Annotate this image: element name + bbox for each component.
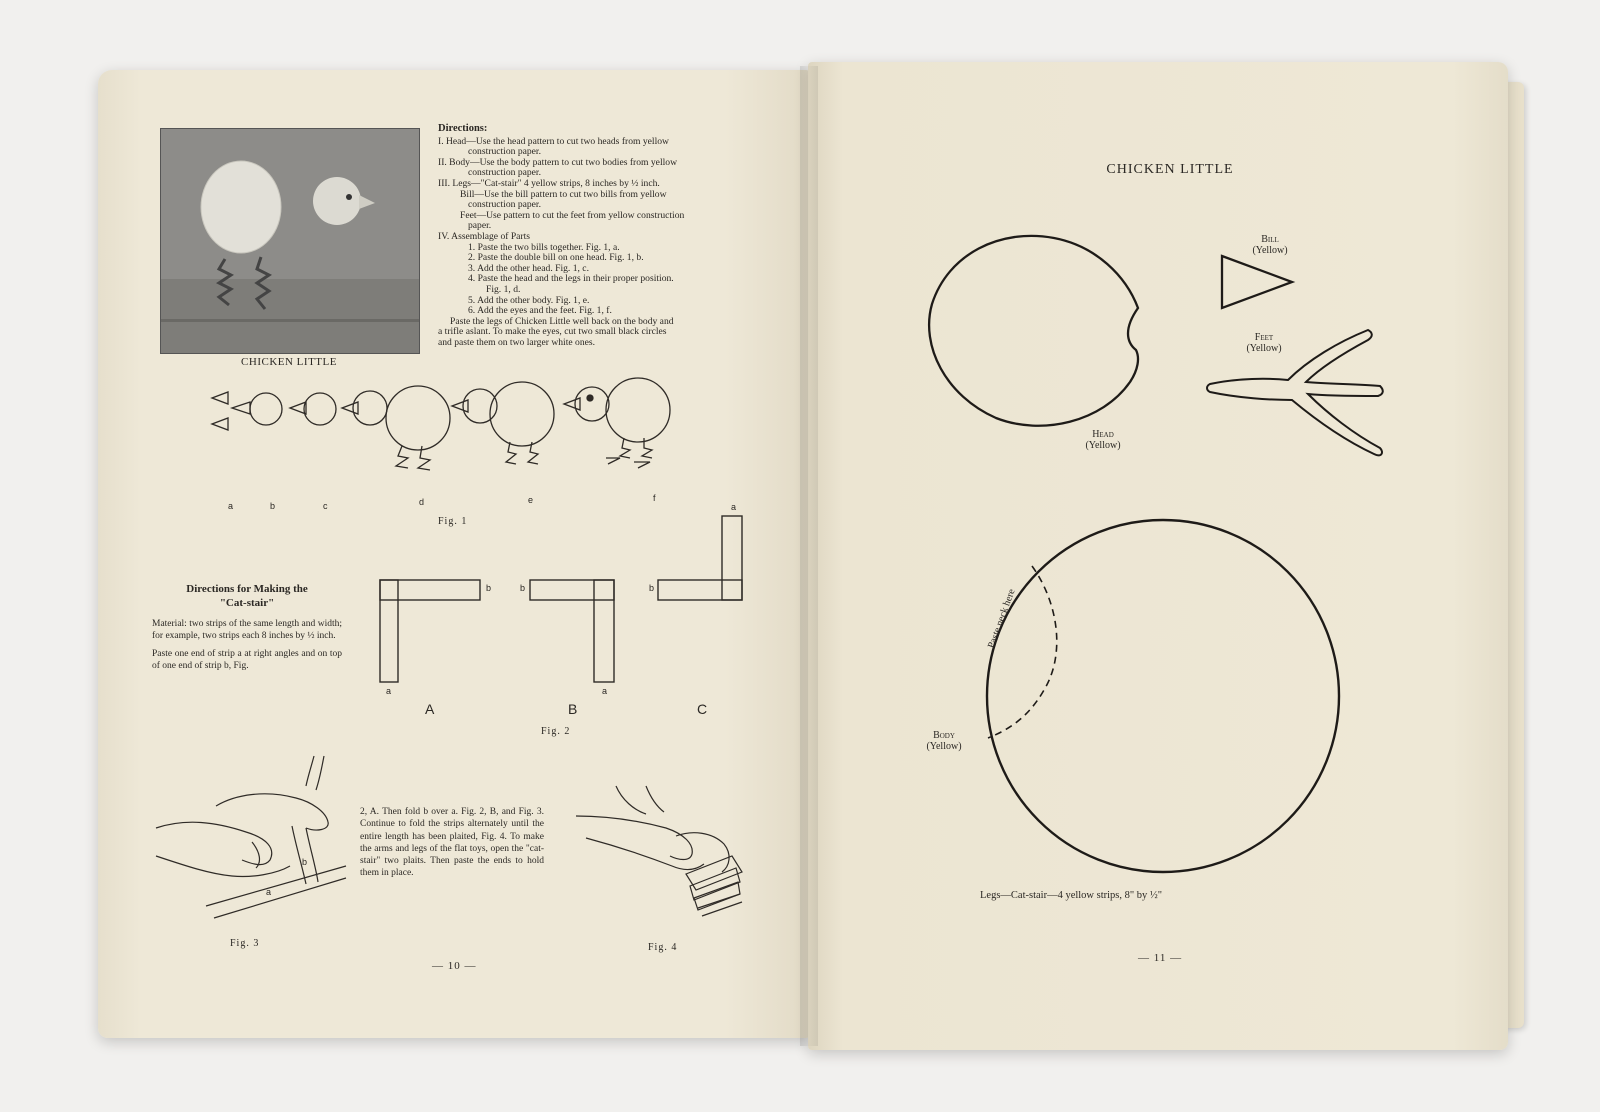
photo-caption: CHICKEN LITTLE [241, 356, 337, 368]
body-color: (Yellow) [926, 741, 962, 752]
directions-line: Bill—Use the bill pattern to cut two bills from yellow [460, 188, 667, 200]
directions-line: 1. Paste the two bills together. Fig. 1, a. [468, 241, 620, 253]
fig2-b-end-a: a [602, 686, 608, 696]
page-number-right: — 11 — [1138, 952, 1183, 964]
directions-block [438, 124, 748, 348]
fig2-panel-c-label: C [697, 701, 708, 717]
bill-name: Bill [1261, 234, 1279, 245]
directions-line: a trifle aslant. To make the eyes, cut two small black circles [438, 326, 667, 338]
cat-stair-title-line1: Directions for Making the [186, 583, 308, 595]
directions-line: 2. Paste the double bill on one head. Fig. 1, b. [468, 252, 644, 264]
directions-line: and paste them on two larger white ones. [438, 336, 596, 348]
fig1-label-d: d [419, 497, 425, 507]
directions-line: II. Body—Use the body pattern to cut two bodies from yellow [438, 156, 678, 168]
directions-line: 6. Add the eyes and the feet. Fig. 1, f. [468, 305, 612, 317]
cat-stair-material: Material: two strips of the same length and width; for example, two strips each 8 inches by ½ inch. [152, 619, 342, 641]
directions-line: Feet—Use pattern to cut the feet from yellow construction [460, 209, 685, 221]
directions-line: paper. [468, 220, 492, 232]
directions-heading: Directions: [438, 123, 488, 134]
directions-line: IV. Assemblage of Parts [438, 230, 531, 242]
body-name: Body [933, 730, 955, 741]
cat-stair-paste: Paste one end of strip a at right angles and on top of one end of strip b, Fig. [152, 649, 342, 671]
legs-note: Legs—Cat-stair—4 yellow strips, 8" by ½" [980, 890, 1163, 901]
fig3-hands-drawing [156, 756, 346, 916]
bill-color: (Yellow) [1252, 245, 1288, 256]
fig2-panel-a-label: A [425, 701, 435, 717]
fig1-label-e: e [528, 495, 534, 505]
fig2-caption: Fig. 2 [541, 726, 571, 737]
head-color: (Yellow) [1085, 440, 1121, 451]
fig3-caption: Fig. 3 [230, 938, 260, 949]
fig1-label-a: a [228, 501, 234, 511]
cat-stair-continuation: 2, A. Then fold b over a. Fig. 2, B, and Fig. 3. Continue to fold the strips alternately until the entire length has been plaited, Fig. 4. To make the arms and legs of the flat toys, open the "cat-stair" two plaits. Then paste the ends to hold them in place. [360, 807, 544, 879]
feet-color: (Yellow) [1246, 343, 1282, 354]
fig1-label-f: f [653, 493, 656, 503]
body-pattern [980, 516, 1346, 876]
paste-neck-note: Paste neck here [986, 587, 1018, 650]
fig1-label-b: b [270, 501, 276, 511]
directions-line: 3. Add the other head. Fig. 1, c. [468, 262, 589, 274]
book-gutter [800, 66, 818, 1046]
fig2-a-end-b: b [486, 583, 492, 593]
directions-line: construction paper. [468, 199, 541, 211]
fig3-label-b: b [302, 857, 308, 867]
directions-line: construction paper. [468, 146, 541, 158]
fig1-label-c: c [323, 501, 328, 511]
fig1-drawing [210, 378, 690, 478]
chicken-little-photo [160, 128, 420, 354]
fig2-a-end-a: a [386, 686, 392, 696]
head-label [1068, 429, 1138, 451]
fig2-c-end-b: b [649, 583, 655, 593]
fig1-caption: Fig. 1 [438, 516, 468, 527]
directions-line: Paste the legs of Chicken Little well back on the body and [450, 315, 674, 327]
pattern-page-title: CHICKEN LITTLE [1106, 162, 1234, 177]
directions-line: III. Legs—"Cat-stair" 4 yellow strips, 8 inches by ½ inch. [438, 177, 660, 189]
fig2-b-end-b: b [520, 583, 526, 593]
feet-label [1234, 332, 1294, 354]
fig4-caption: Fig. 4 [648, 942, 678, 953]
fig2-c-end-a: a [731, 502, 737, 512]
directions-line: Fig. 1, d. [486, 283, 521, 295]
body-label [914, 730, 974, 752]
directions-line: 5. Add the other body. Fig. 1, e. [468, 294, 590, 306]
fig4-hands-drawing [576, 786, 756, 936]
bill-pattern [1218, 254, 1298, 310]
fig2-panel-b-label: B [568, 701, 578, 717]
fig3-label-a: a [266, 887, 272, 897]
bill-label [1240, 234, 1300, 256]
directions-line: 4. Paste the head and the legs in their proper position. [468, 273, 674, 285]
head-name: Head [1092, 429, 1114, 440]
fig2-drawing [378, 512, 758, 692]
cat-stair-title-line2: "Cat-stair" [219, 597, 275, 609]
head-pattern [926, 232, 1146, 432]
cat-stair-directions [152, 582, 342, 678]
page-number-left: — 10 — [432, 960, 477, 972]
directions-line: I. Head—Use the head pattern to cut two heads from yellow [438, 135, 669, 147]
directions-line: construction paper. [468, 167, 541, 179]
feet-name: Feet [1254, 332, 1274, 343]
